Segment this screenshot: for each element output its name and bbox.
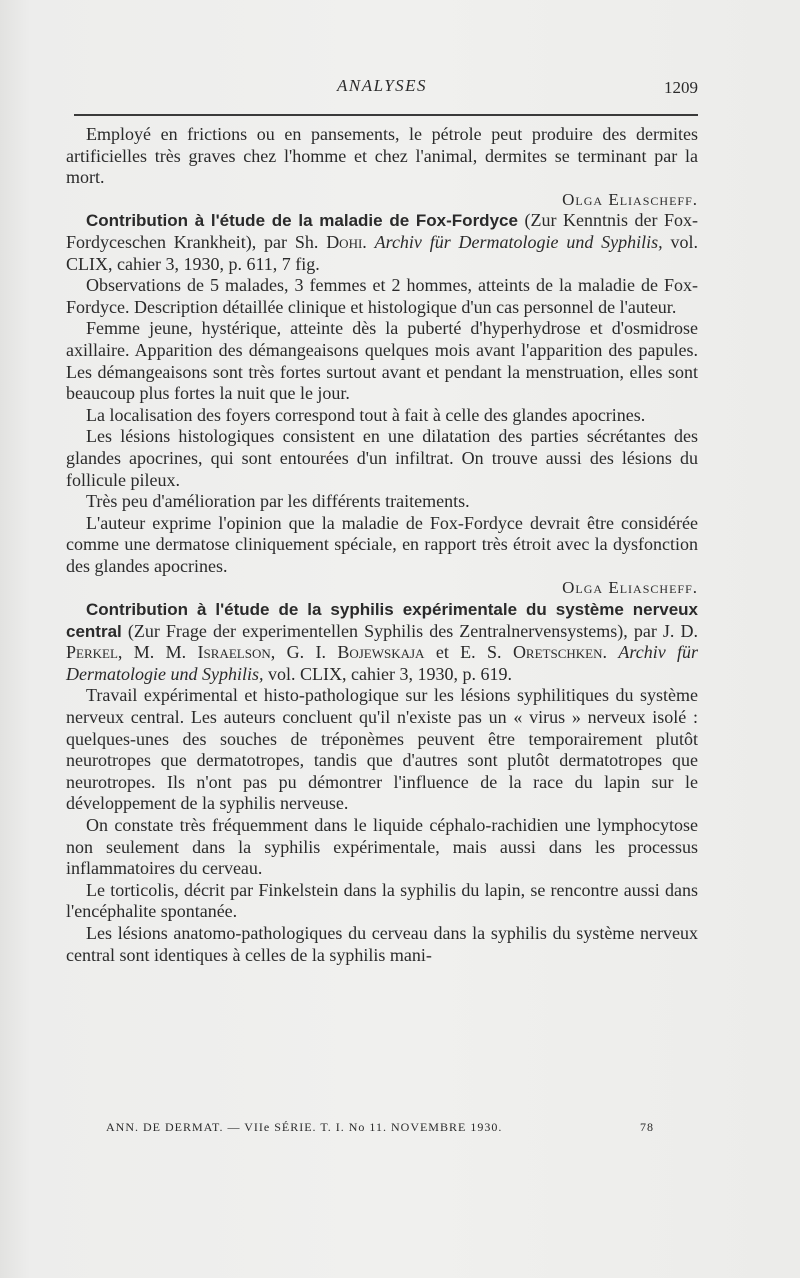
header-rule bbox=[74, 114, 698, 116]
paragraph: La localisation des foyers correspond tout à fait à celle des glandes apocrines. bbox=[86, 404, 646, 425]
paragraph: Observations de 5 malades, 3 femmes et 2 hommes, atteints de la maladie de Fox-Fordyce. Description détaillée clinique et histologique d'un cas personnel de l'auteur. bbox=[66, 275, 698, 317]
author-name: Perkel, bbox=[66, 642, 123, 663]
reference-text: G. I. bbox=[286, 642, 326, 663]
journal-name: Archiv für Dermatologie und Syphilis, bbox=[66, 642, 699, 684]
author-name: Israelson, bbox=[197, 642, 276, 663]
signature: Olga Eliascheff. bbox=[562, 189, 698, 209]
reference-text: (Zur Frage der experimentellen Syphilis des Zentralnervensystems), par J. D. bbox=[127, 620, 698, 641]
paragraph: Le torticolis, décrit par Finkelstein dans la syphilis du lapin, se rencontre aussi dans l'encéphalite spontanée. bbox=[66, 879, 698, 922]
reference-details: vol. CLIX, cahier 3, 1930, p. 611, 7 fig. bbox=[66, 231, 698, 274]
paragraph: Employé en frictions ou en pansements, le pétrole peut produire des dermites artificielles très graves chez l'homme et chez l'animal, dermites se terminant par la mort. bbox=[66, 124, 698, 188]
reference-details: vol. CLIX, cahier 3, 1930, p. 619. bbox=[267, 663, 512, 684]
page-header bbox=[66, 76, 698, 102]
signature: Olga Eliascheff. bbox=[562, 578, 698, 598]
entry-title: Contribution à l'étude de la syphilis expérimentale du système nerveux central bbox=[66, 600, 698, 641]
paragraph: L'auteur exprime l'opinion que la maladie de Fox-Fordyce devrait être considérée comme une dermatose cliniquement spéciale, en rapport très étroit avec la dysfonction des glandes apocrines. bbox=[66, 512, 698, 576]
journal-name: Archiv für Dermatologie und Syphilis, bbox=[374, 231, 663, 252]
page-number: 1209 bbox=[664, 78, 698, 97]
entry-title: Contribution à l'étude de la maladie de Fox-Fordyce bbox=[86, 211, 518, 231]
paragraph: Les lésions histologiques consistent en une dilatation des parties sécrétantes des glandes apocrines, qui sont entourées d'un infiltrat. On trouve aussi des lésions du follicule pileux. bbox=[66, 426, 698, 490]
running-title: ANALYSES bbox=[336, 76, 428, 95]
entry-heading bbox=[66, 210, 698, 275]
paragraph: On constate très fréquemment dans le liquide céphalo-rachidien une lymphocytose non seulement dans la syphilis expérimentale, mais aussi dans les processus inflammatoires du cerveau. bbox=[66, 815, 698, 879]
author-name: Oretschken. bbox=[512, 642, 607, 663]
article-body bbox=[66, 124, 698, 966]
paragraph: Femme jeune, hystérique, atteinte dès la puberté d'hyperhydrose et d'osmidrose axillaire. Apparition des démangeaisons quelques mois avant l'apparition des papules. Les démangeaisons sont très fortes surtout avant et pendant la menstruation, elles sont beaucoup plus fortes la nuit que le jour. bbox=[66, 318, 698, 404]
entry-heading bbox=[66, 599, 698, 685]
paragraph: Très peu d'amélioration par les différents traitements. bbox=[86, 491, 470, 512]
paragraph: Travail expérimental et histo-pathologique sur les lésions syphilitiques du système nerveux central. Les auteurs concluent qu'il n'existe pas un « virus » nerveux isolé : quelques-unes des souches de tréponèmes peuvent être temporairement plutôt neurotropes que dermatotropes, tandis que d'autres sont plutôt dermatotropes que neurotropes. Ils n'ont pas pu démontrer l'influence de la race du lapin sur le développement de la syphilis nerveuse. bbox=[66, 685, 698, 814]
author-name: Dohi. bbox=[326, 231, 367, 252]
paragraph: Les lésions anatomo-pathologiques du cerveau dans la syphilis du système nerveux central sont identiques à celles de la syphilis mani- bbox=[66, 922, 698, 965]
reference-text: M. M. bbox=[133, 642, 187, 663]
footer-sheet-number: 78 bbox=[640, 1120, 654, 1134]
author-name: Bojewskaja bbox=[337, 642, 425, 663]
footer-citation: ANN. DE DERMAT. — VIIe SÉRIE. T. I. No 11. NOVEMBRE 1930. bbox=[106, 1120, 503, 1134]
reference-text: (Zur Kenntnis der Fox-Fordyceschen Krankheit), par Sh. bbox=[66, 210, 699, 252]
reference-text: et E. S. bbox=[435, 642, 502, 663]
